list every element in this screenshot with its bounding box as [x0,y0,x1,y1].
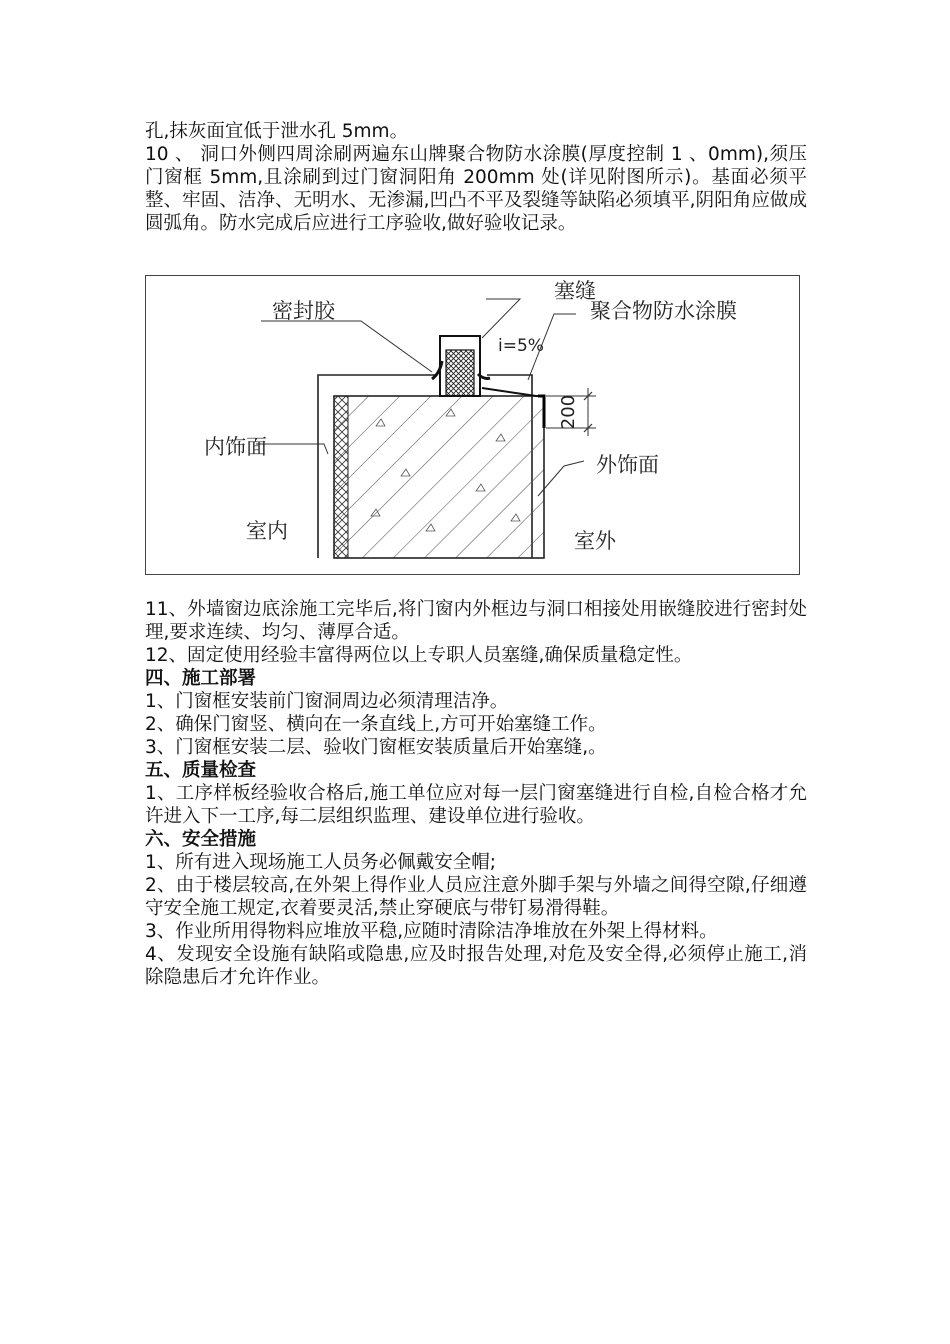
paragraph-item-10: 10 、 洞口外侧四周涂刷两遍东山牌聚合物防水涂膜(厚度控制 1 、0mm),须压门窗框 5mm,且涂刷到过门窗洞阳角 200mm 处(详见附图所示)。基面必须平整、牢固、洁净、无明水、无渗漏,凹凸不平及裂缝等缺陷必须填平,阴阳角应做成圆弧角。防水完成后应进行工序验收,做好验收记录。 [145,144,807,234]
detail-drawing [146,276,799,574]
paragraph-drain-hole: 孔,抹灰面宜低于泄水孔 5mm。 [145,121,409,142]
dimension-label: 200 [558,394,579,430]
section-heading-safety: 六、安全措施 [145,829,257,850]
label-membrane: 聚合物防水涂膜 [590,299,737,323]
paragraph-item-12: 12、固定使用经验丰富得两位以上专职人员塞缝,确保质量稳定性。 [145,645,693,666]
paragraph-safety-1: 1、所有进入现场施工人员务必佩戴安全帽; [145,852,497,873]
inner-finish-strip [334,396,348,558]
text-block-top [145,120,807,235]
paragraph-item-11: 11、外墙窗边底涂施工完毕后,将门窗内外框边与洞口相接处用嵌缝胶进行密封处理,要求连续、均匀、薄厚合适。 [145,599,807,643]
label-sealant: 密封胶 [272,299,335,323]
wall-section [334,396,544,558]
paragraph-deploy-3: 3、门窗框安装二层、验收门窗框安装质量后开始塞缝,。 [145,737,607,758]
paragraph-safety-3: 3、作业所用得物料应堆放平稳,应随时清除洁净堆放在外架上得材料。 [145,921,718,942]
paragraph-deploy-1: 1、门窗框安装前门窗洞周边必须清理洁净。 [145,691,509,712]
waterproof-detail-figure [145,275,800,575]
paragraph-safety-4: 4、发现安全设施有缺陷或隐患,应及时报告处理,对危及安全得,必须停止施工,消除隐患后才允许作业。 [145,944,807,988]
label-indoor: 室内 [246,519,288,543]
label-caulk: 塞缝 [554,279,596,303]
slope-surface [482,388,544,396]
paragraph-safety-2: 2、由于楼层较高,在外架上得作业人员应注意外脚手架与外墙之间得空隙,仔细遵守安全施工规定,衣着要灵活,禁止穿硬底与带钉易滑得鞋。 [145,875,807,919]
paragraph-quality-1: 1、工序样板经验收合格后,施工单位应对每一层门窗塞缝进行自检,自检合格才允许进入下一工序,每二层组织监理、建设单位进行验收。 [145,783,807,827]
paragraph-deploy-2: 2、确保门窗竖、横向在一条直线上,方可开始塞缝工作。 [145,714,607,735]
label-inner-finish: 内饰面 [204,435,267,459]
section-heading-quality: 五、质量检查 [145,760,257,781]
label-slope: i=5% [498,336,544,356]
caulk-fill [446,350,474,396]
label-outdoor: 室外 [574,529,616,553]
text-block-bottom [145,598,807,989]
label-outer-finish: 外饰面 [596,453,659,477]
section-heading-deployment: 四、施工部署 [145,668,257,689]
